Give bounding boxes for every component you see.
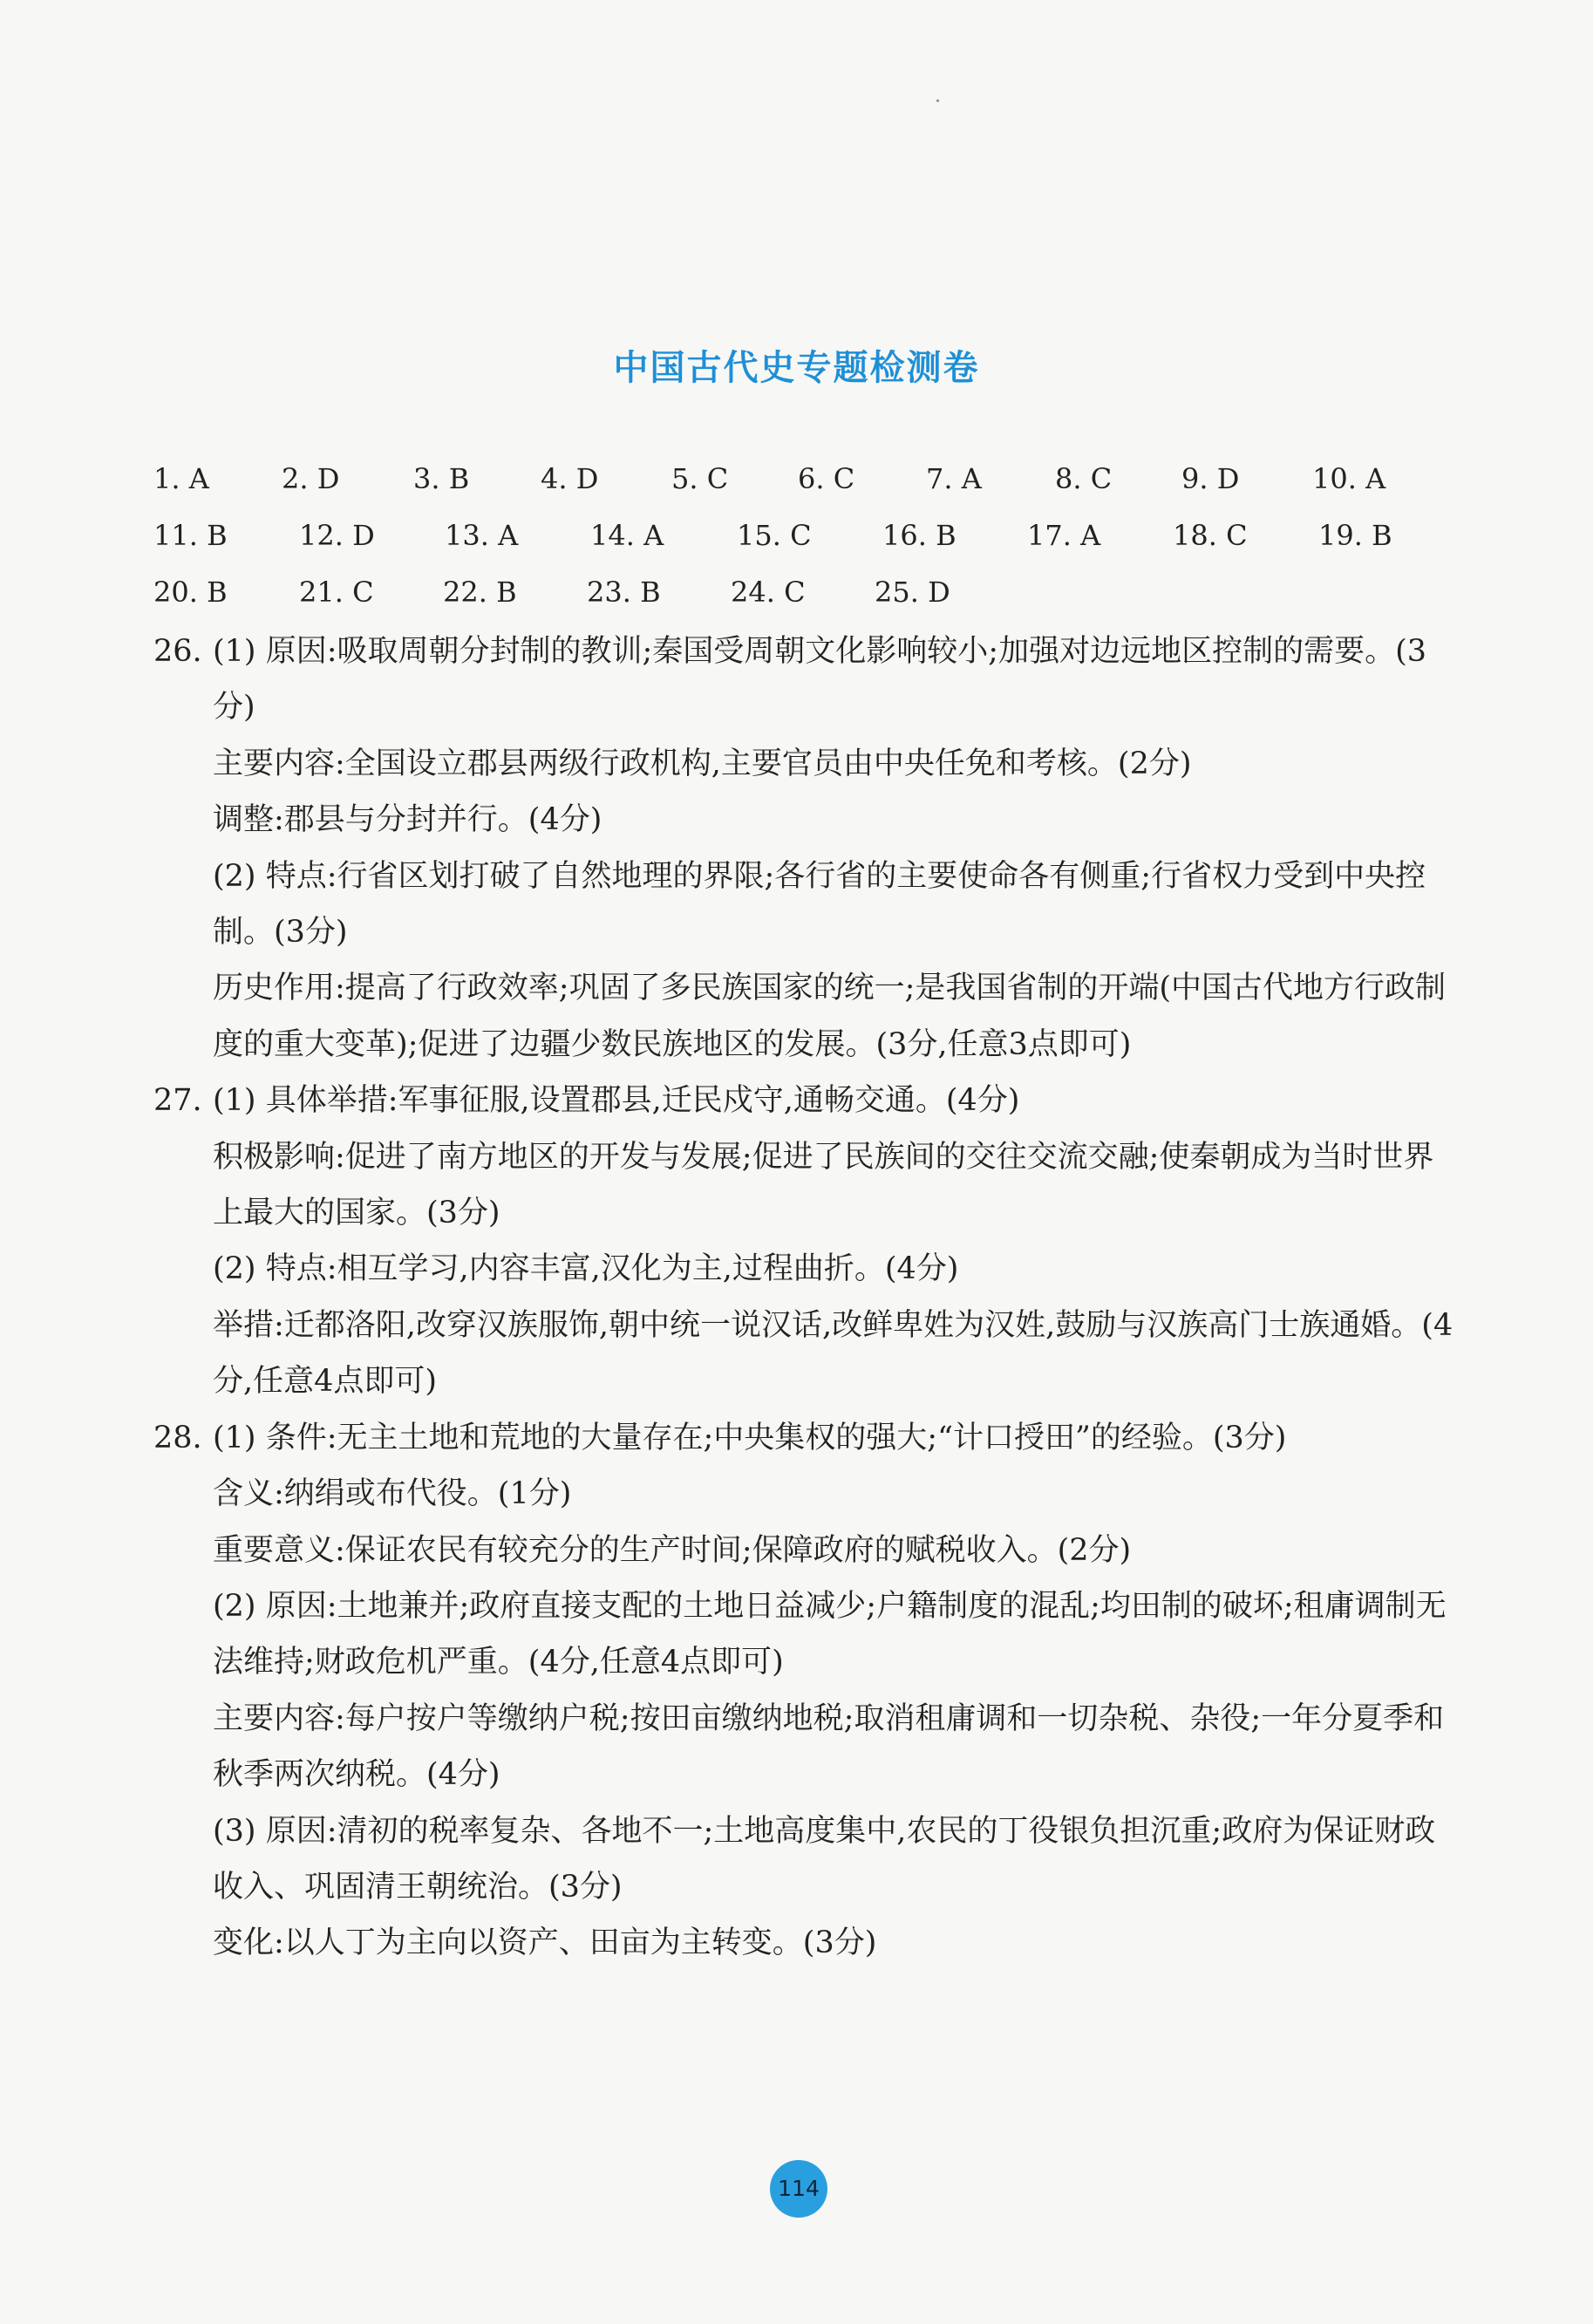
mc-answer: 9. D: [1181, 462, 1240, 495]
scan-dot: [936, 99, 939, 102]
question-28: [153, 1410, 1461, 1972]
mc-answer: 3. B: [413, 462, 470, 495]
answer-line: 历史作用:提高了行政效率;巩固了多民族国家的统一;是我国省制的开端(中国古代地方行政制度的重大变革);促进了边疆少数民族地区的发展。(3分,任意3点即可): [213, 971, 1447, 1062]
mc-answer: 24. C: [731, 576, 806, 609]
mc-answer: 7. A: [926, 462, 982, 495]
answer-line: (1) 原因:吸取周朝分封制的教训;秦国受周朝文化影响较小;加强对边远地区控制的需要。(3分): [213, 634, 1427, 726]
mc-answer: 12. D: [299, 519, 375, 552]
answer-line: 重要意义:保证农民有较充分的生产时间;保障政府的赋税收入。(2分): [213, 1532, 1132, 1568]
mc-answer: 17. A: [1027, 519, 1101, 552]
mc-answer: 8. C: [1055, 462, 1113, 495]
mc-answer: 1. A: [153, 462, 209, 495]
answer-line: (3) 原因:清初的税率复杂、各地不一;土地高度集中,农民的丁役银负担沉重;政府为保证财政收入、巩固清王朝统治。(3分): [213, 1813, 1436, 1905]
answer-line: 积极影响:促进了南方地区的开发与发展;促进了民族间的交往交流交融;使秦朝成为当时世界上最大的国家。(3分): [213, 1139, 1434, 1231]
mc-answer: 16. B: [882, 519, 956, 552]
answer-line: (1) 具体举措:军事征服,设置郡县,迁民戍守,通畅交通。(4分): [213, 1083, 1020, 1119]
mc-answer: 18. C: [1173, 519, 1248, 552]
question-27: [153, 1073, 1461, 1409]
mc-answer: 5. C: [671, 462, 729, 495]
answer-line: 主要内容:全国设立郡县两级行政机构,主要官员由中央任免和考核。(2分): [213, 746, 1192, 781]
answer-section: [153, 624, 1461, 1972]
answer-line: (2) 特点:行省区划打破了自然地理的界限;各行省的主要使命各有侧重;行省权力受到中央控制。(3分): [213, 858, 1426, 951]
page-number-badge: 114: [770, 2160, 827, 2218]
question-26: [153, 624, 1461, 1073]
mc-answer: 10. A: [1312, 462, 1386, 495]
answer-line: 举措:迁都洛阳,改穿汉族服饰,朝中统一说汉话,改鲜卑姓为汉姓,鼓励与汉族高门士族通婚。(4分,任意4点即可): [213, 1307, 1453, 1400]
answer-line: 调整:郡县与分封并行。(4分): [213, 802, 602, 838]
mc-answer: 20. B: [153, 576, 228, 609]
page-title: 中国古代史专题检测卷: [613, 348, 980, 388]
mc-answer: 25. D: [875, 576, 950, 609]
answer-line: 主要内容:每户按户等缴纳户税;按田亩缴纳地税;取消租庸调和一切杂税、杂役;一年分夏季和秋季两次纳税。(4分): [213, 1700, 1445, 1793]
answer-line: (2) 原因:土地兼并;政府直接支配的土地日益减少;户籍制度的混乱;均田制的破坏;租庸调制无法维持;财政危机严重。(4分,任意4点即可): [213, 1588, 1447, 1680]
mc-answer: 21. C: [299, 576, 374, 609]
mc-answer: 22. B: [443, 576, 517, 609]
mc-answer: 2. D: [282, 462, 340, 495]
mc-answer: 14. A: [590, 519, 664, 552]
mc-answer: 11. B: [153, 519, 228, 552]
answer-line: (2) 特点:相互学习,内容丰富,汉化为主,过程曲折。(4分): [213, 1251, 959, 1287]
mc-answer: 6. C: [798, 462, 855, 495]
mc-answer: 23. B: [587, 576, 661, 609]
mc-answer: 13. A: [445, 519, 519, 552]
question-number: 27.: [153, 1083, 202, 1119]
mc-answer: 4. D: [541, 462, 599, 495]
mc-answer: 19. B: [1318, 519, 1392, 552]
mc-answer: 15. C: [737, 519, 812, 552]
answer-line: 含义:纳绢或布代役。(1分): [213, 1476, 572, 1512]
question-number: 28.: [153, 1420, 202, 1455]
answer-line: 变化:以人丁为主向以资产、田亩为主转变。(3分): [213, 1925, 877, 1961]
question-number: 26.: [153, 634, 202, 669]
answer-line: (1) 条件:无主土地和荒地的大量存在;中央集权的强大;“计口授田”的经验。(3分): [213, 1420, 1287, 1455]
